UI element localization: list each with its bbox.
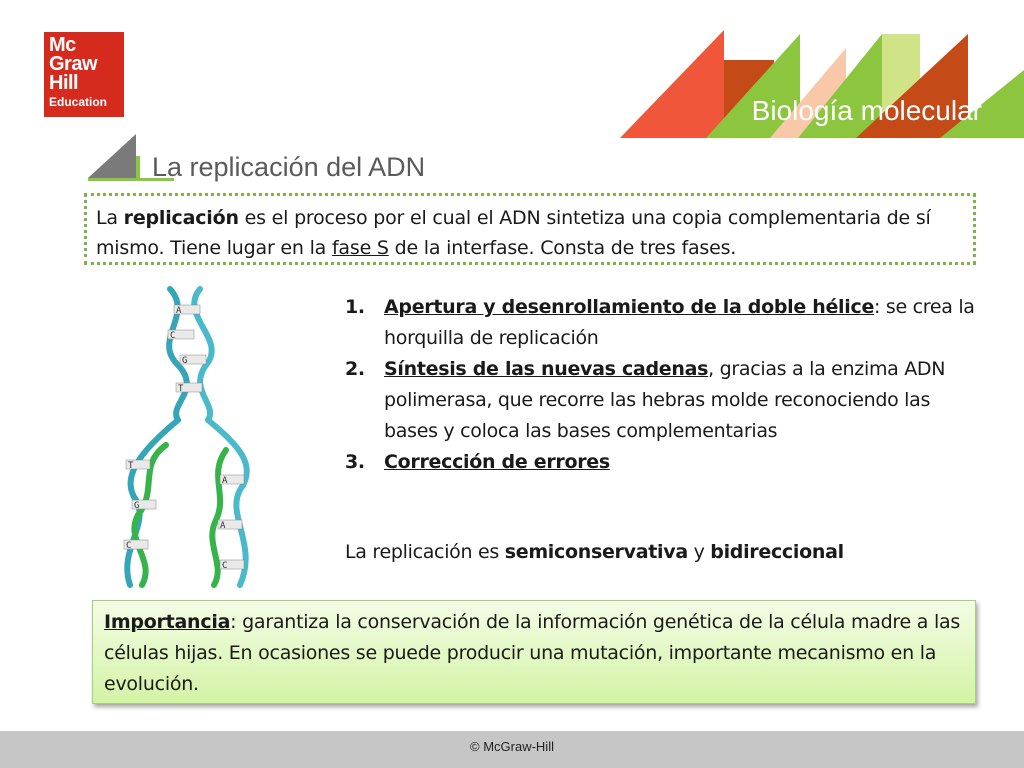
importance-label: Importancia <box>104 611 231 633</box>
summary-keyword: semiconservativa <box>504 541 688 563</box>
list-item <box>345 447 985 478</box>
intro-text: es el proceso por el cual el ADN sintetiza una copia complementaria de sí mismo. Tiene lugar en la <box>96 207 931 259</box>
dna-base: A <box>220 521 226 531</box>
step-text: : se crea la horquilla de replicación <box>384 296 975 349</box>
dna-base: T <box>178 384 184 394</box>
dna-base: C <box>170 331 176 341</box>
logo-line-4: Education <box>49 95 108 109</box>
footer-bar <box>0 731 1024 768</box>
dna-base: G <box>182 356 188 366</box>
section-title: La replicación del ADN <box>152 152 426 182</box>
step-text: , gracias a la enzima ADN polimerasa, que recorre las hebras molde reconociendo las bases y coloca las bases complementarias <box>384 358 946 442</box>
importance-box <box>92 600 976 704</box>
summary-keyword: bidireccional <box>710 541 844 563</box>
logo-line-3: Hill <box>49 72 79 94</box>
step-title: Corrección de errores <box>384 451 610 473</box>
intro-box <box>84 193 976 265</box>
summary-text: La replicación es <box>345 541 505 563</box>
intro-keyword: replicación <box>123 207 239 229</box>
list-item <box>345 354 985 447</box>
dna-replication-image <box>108 285 278 590</box>
logo-line-1: Mc <box>49 34 76 56</box>
logo-line-2: Graw <box>49 53 98 75</box>
dna-base: C <box>126 541 132 551</box>
list-item <box>345 292 985 354</box>
step-number: 2. <box>345 358 365 380</box>
intro-underlined: fase S <box>331 237 389 259</box>
step-title: Apertura y desenrollamiento de la doble hélice <box>384 296 875 318</box>
dna-base: T <box>128 461 134 471</box>
dna-base: A <box>176 306 182 316</box>
dna-base: G <box>134 501 140 511</box>
summary-text: y <box>687 541 711 563</box>
step-number: 1. <box>345 296 365 318</box>
summary-line <box>345 541 844 563</box>
mcgraw-hill-logo <box>44 32 124 117</box>
dna-base: A <box>222 476 228 486</box>
dna-base: C <box>222 561 228 571</box>
step-number: 3. <box>345 451 365 473</box>
importance-text: : garantiza la conservación de la información genética de la célula madre a las células hijas. En ocasiones se puede producir una mutación, importante mecanismo en la evolución. <box>104 611 961 695</box>
replication-steps-list <box>345 292 985 478</box>
copyright-text: © McGraw-Hill <box>470 739 554 754</box>
header-title: Biología molecular <box>751 95 982 126</box>
intro-text: de la interfase. Consta de tres fases. <box>388 237 737 259</box>
step-title: Síntesis de las nuevas cadenas <box>384 358 709 380</box>
intro-text: La <box>96 207 124 229</box>
